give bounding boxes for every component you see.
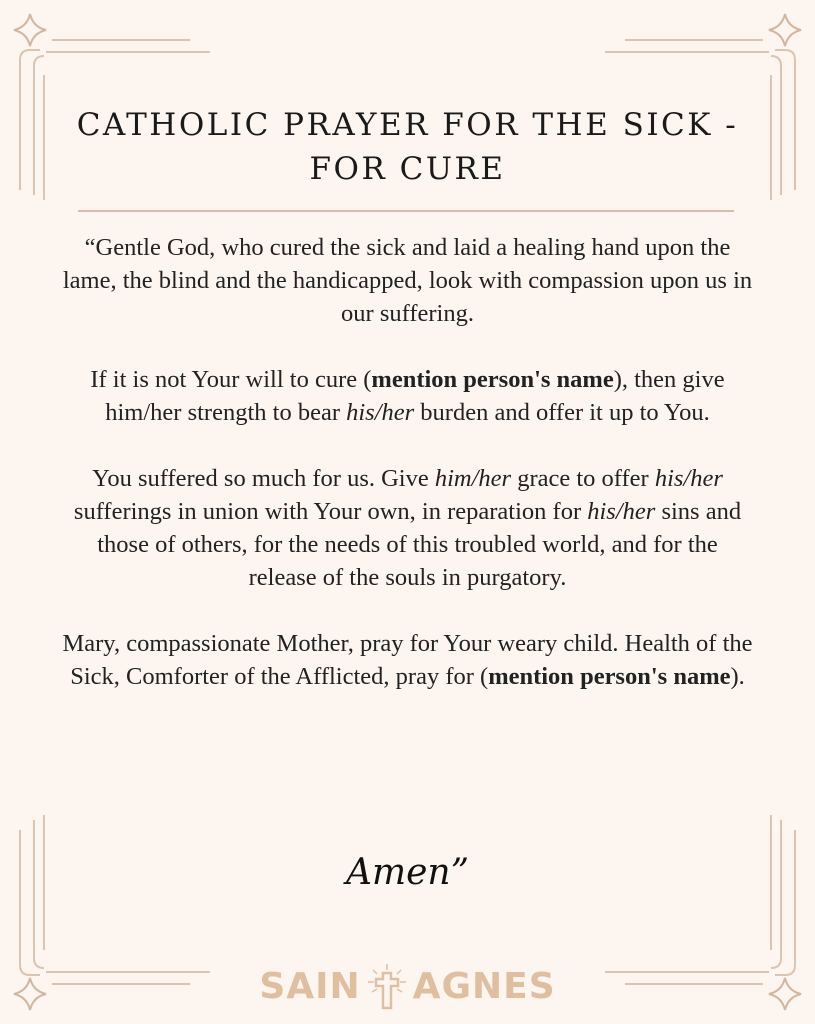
title-divider bbox=[78, 210, 734, 212]
text-span: You suffered so much for us. Give bbox=[92, 465, 435, 492]
star-icon bbox=[14, 14, 46, 46]
prayer-paragraph-3 bbox=[62, 462, 753, 594]
text-span: If it is not Your will to cure ( bbox=[90, 366, 372, 393]
text-span: burden and offer it up to You. bbox=[414, 399, 710, 426]
prayer-paragraph-4 bbox=[62, 627, 753, 693]
pronoun: his/her bbox=[654, 465, 723, 492]
pronoun: him/her bbox=[434, 465, 512, 492]
title-line-1: CATHOLIC PRAYER FOR THE SICK - bbox=[76, 107, 739, 143]
logo-text-left: SAIN bbox=[259, 965, 361, 1007]
text-span: sins and those of others, for the needs of this troubled world, and for the release of the souls in purgatory. bbox=[97, 498, 742, 591]
text-span: grace to offer bbox=[511, 465, 655, 492]
logo-text-right: AGNES bbox=[412, 965, 556, 1007]
name-placeholder: mention person's name bbox=[488, 663, 731, 690]
amen-closing: Amen” bbox=[345, 852, 470, 893]
title-line-2: FOR CURE bbox=[309, 151, 506, 187]
pronoun: his/her bbox=[346, 399, 415, 426]
name-placeholder: mention person's name bbox=[371, 366, 614, 393]
pronoun: his/her bbox=[587, 498, 656, 525]
page-title bbox=[60, 103, 755, 191]
prayer-paragraph-1: “Gentle God, who cured the sick and laid a healing hand upon the lame, the blind and the handicapped, look with compassion upon us in our suffering. bbox=[62, 234, 753, 327]
text-span: ), then give him/her strength to bear bbox=[105, 366, 725, 426]
text-span: Mary, compassionate Mother, pray for Your weary child. Health of the Sick, Comforter of the Afflicted, pray for ( bbox=[62, 630, 753, 690]
prayer-paragraph-2 bbox=[62, 363, 753, 429]
saint-agnes-logo bbox=[0, 961, 815, 1011]
prayer-text bbox=[62, 231, 753, 693]
text-span: sufferings in union with Your own, in reparation for bbox=[73, 498, 588, 525]
text-span: ). bbox=[730, 663, 745, 690]
cross-icon bbox=[363, 962, 411, 1010]
star-icon bbox=[769, 14, 801, 46]
